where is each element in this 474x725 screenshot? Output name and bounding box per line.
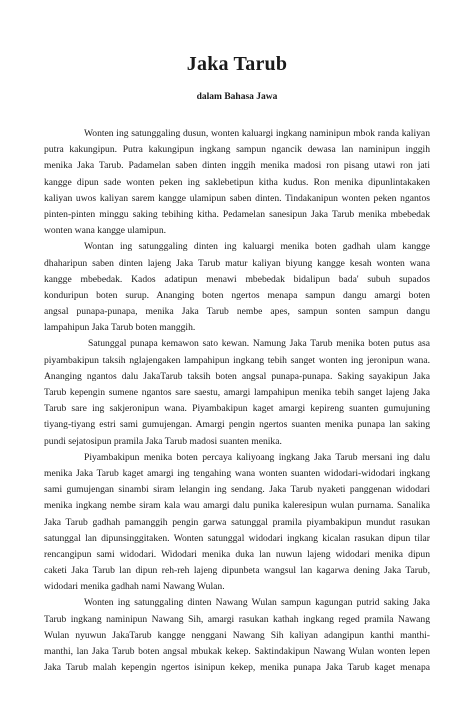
text-line: rencangipun sami widodari. Widodari menika duka lan nuwun lajeng widodari menika dipun bbox=[44, 548, 430, 560]
text-line: satunggal lan dipunsinggitaken. Wonten satunggal widodari ingkang kicalan rasukan dipun tilar bbox=[44, 532, 430, 544]
paragraph-3 bbox=[44, 336, 430, 449]
text-line: Tarub kepengin sumene ngantos sare saestu, amargi lampahipun menika tebih sanget lajeng Jaka bbox=[44, 387, 430, 398]
text-line: kangge dipun sade wonten peken ing saklebetipun kitha kudus. Ron menika dipunlintakaken bbox=[44, 176, 430, 188]
text-line: Jaka Tarub gadhah pamanggih pengin garwa satunggal pramila piyambakipun mundut rasukan bbox=[44, 516, 430, 528]
text-line: pinten-pinten minggu saking tebihing kitha. Pedamelan sanesipun Jaka Tarub menika mbebedak bbox=[44, 208, 430, 220]
text-line: Ananging ngantos dalu JakaTarub taksih boten angsal punapa-punapa. Saking sayakipun Jaka bbox=[44, 370, 430, 382]
text-line: Satunggal punapa kemawon sato kewan. Namung Jaka Tarub menika boten putus asa bbox=[88, 338, 430, 350]
text-line: tiyang-tiyang estri sami gumujengan. Amargi pengin ngertos suanten menika punapa lan saking bbox=[44, 419, 430, 431]
text-line: kaliyan uwos kaliyan sarem kangge ulamipun saben dinten. Tindakanipun wonten peken ngantos bbox=[44, 192, 430, 204]
text-line: caketi Jaka Tarub lan dipun reh-reh lajeng dipunbeta wangsul lan kagarwa dening Jaka Tarub, bbox=[44, 565, 430, 577]
text-line: Wontan ing satunggaling dinten ing kaluargi menika boten gadhah ulam kangge bbox=[84, 241, 430, 253]
text-line: menika Jaka Tarub. Padamelan saben dinten inggih menika madosi ron pisang utawi ron jati bbox=[44, 160, 430, 172]
text-line: konduripun boten surup. Ananging boten ngertos menapa sampun dangu amargi boten bbox=[44, 289, 430, 301]
text-line: menika ingkang nembe siram kala wau amargi dalu punika kaleresipun wulan purnama. Sanalika bbox=[44, 500, 430, 512]
text-line: piyambakipun taksih nglajengaken lampahipun ingkang tebih sanget wonten ing jeronipun wana. bbox=[44, 354, 430, 366]
paragraph-1 bbox=[44, 126, 430, 239]
text-line: pundi sejatosipun pramila Jaka Tarub madosi suanten menika. bbox=[44, 435, 282, 447]
text-line: lampahipun Jaka Tarub boten manggih. bbox=[44, 322, 196, 334]
text-line: Tarub ingkang naminipun Nawang Sih, amargi rasukan kathah ingkang reged pramila Nawang bbox=[44, 613, 430, 625]
text-line: angsal punapa-punapa, menika Jaka Tarub nembe apes, sampun sonten sampun dangu bbox=[44, 306, 430, 318]
paragraph-4 bbox=[44, 450, 430, 596]
text-line: Jaka Tarub malah kepengin ngertos isinipun kekep, menika punapa Jaka Tarub kaget menapa bbox=[44, 662, 430, 674]
document-title: Jaka Tarub bbox=[186, 53, 288, 75]
document-body bbox=[44, 126, 430, 676]
text-line: Wulan nyuwun JakaTarub kangge nenggani Nawang Sih kaliyan adangipun kanthi manthi- bbox=[44, 629, 430, 641]
text-line: dhaharipun saben dinten lajeng Jaka Tarub matur kaliyan biyung kangge kesah wonten wana bbox=[44, 257, 430, 269]
text-line: widodari menika gadhah nami Nawang Wulan. bbox=[44, 581, 225, 593]
text-line: Piyambakipun menika boten percaya kaliyoang ingkang Jaka Tarub mersani ing dalu bbox=[84, 451, 430, 463]
text-line: menika Jaka Tarub kaget amargi ing tengahing wana wonten suanten widodari-widodari ingkang bbox=[44, 467, 430, 479]
text-line: manthi, lan Jaka Tarub boten angsal mbukak kekep. Saktindakipun Nawang Wulan wonten lepen bbox=[44, 646, 430, 657]
document-subtitle: dalam Bahasa Jawa bbox=[196, 92, 278, 102]
text-line: Tarub sare ing sakjeronipun wana. Piyambakipun kaget amargi kepireng suanten gumujuning bbox=[44, 403, 430, 415]
paragraph-5 bbox=[44, 595, 430, 676]
text-line: sami gumujengan sinambi siram lelangin ing sendang. Jaka Tarub nyaketi panggenan widodari bbox=[44, 484, 430, 496]
text-line: putra kakungipun. Putra kakungipun ingkang sampun ngancik dewasa lan naminipun inggih bbox=[44, 144, 430, 156]
paragraph-2 bbox=[44, 239, 430, 336]
text-line: kangge mbebedak. Kados adatipun menawi mbebedak bidalipun bada' subuh supados bbox=[44, 273, 430, 285]
text-line: Wonten ing satunggaling dusun, wonten kaluargi ingkang naminipun mbok randa kaliyan bbox=[84, 128, 430, 139]
text-line: wonten wana kangge ulamipun. bbox=[44, 225, 167, 237]
text-line: Wonten ing satunggaling dinten Nawang Wulan sampun kagungan putrid saking Jaka bbox=[84, 597, 430, 609]
